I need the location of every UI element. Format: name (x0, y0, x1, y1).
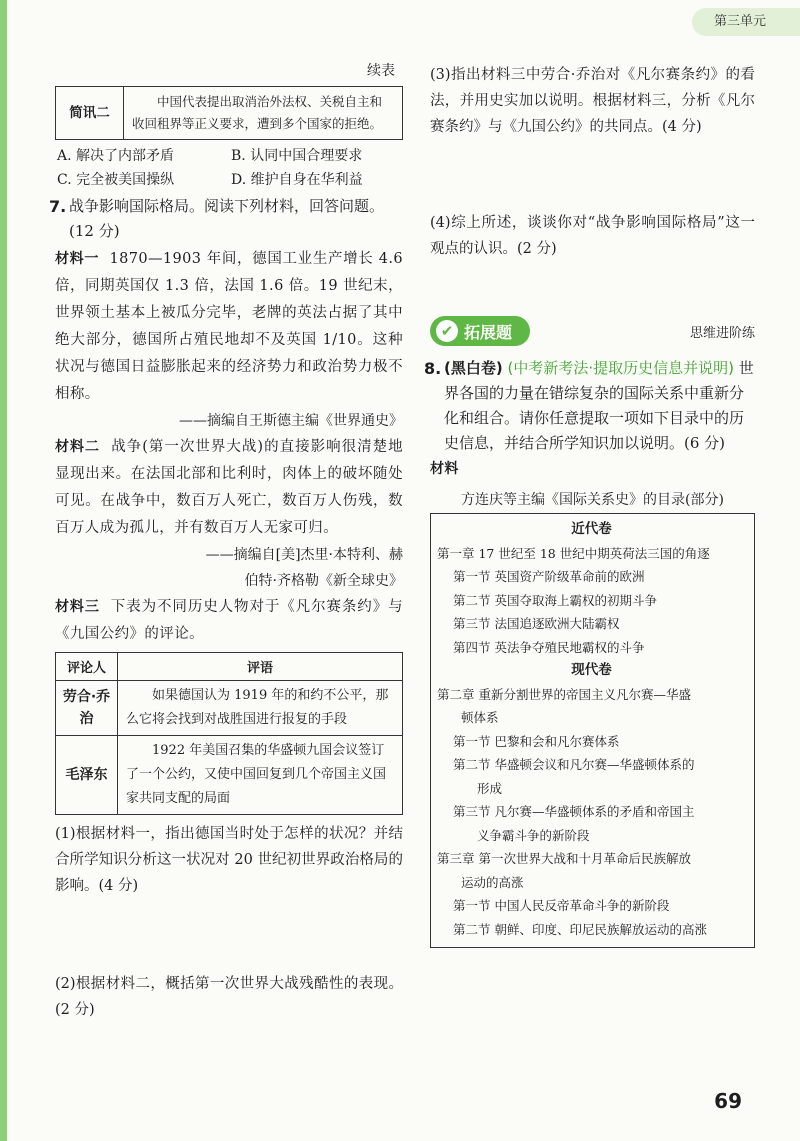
toc-chapter-3: 第三章 第一次世界大战和十月革命后民族解放 (437, 851, 691, 866)
option-b: B. 认同中国合理要求 (231, 148, 363, 164)
toc-section: 第一节 英国资产阶级革命前的欧洲 (453, 569, 645, 584)
extension-badge-label: 拓展题 (464, 322, 513, 342)
material-1-source: ——摘编自王斯德主编《世界通史》 (179, 413, 403, 429)
toc-chapter-2: 第二章 重新分割世界的帝国主义凡尔赛—华盛 (437, 686, 691, 702)
table-row (56, 736, 403, 815)
unit-tab: 第三单元 (692, 8, 800, 36)
right-column (424, 62, 755, 948)
extension-header (430, 316, 755, 346)
q8-tag-black: (黑白卷) (444, 359, 503, 377)
option-d: D. 维护自身在华利益 (231, 172, 363, 188)
col-header-comment: 评语 (118, 653, 403, 681)
extension-badge (430, 316, 530, 346)
material-1-text: 1870—1903 年间，德国工业生产增长 4.6 倍，同期英国仅 1.3 倍，法国 1.6 倍。19 世纪末，世界领土基本上被瓜分完毕，老牌的英法占据了其中绝大部分，德国所占殖民地却不及英国 1/10。这种状况与德国日益膨胀起来的经济势力和政治势力极不相称。 (55, 251, 403, 402)
material-2-source-line2: 伯特·齐格勒《新全球史》 (244, 573, 403, 589)
person-cell: 劳合·乔治 (56, 681, 118, 736)
page-number: 69 (714, 1089, 742, 1113)
jianxun-label: 简讯二 (56, 87, 124, 140)
q8-material-label (430, 456, 755, 483)
toc-volume-2: 现代卷 (571, 662, 612, 678)
option-a: A. 解决了内部矛盾 (57, 148, 175, 164)
toc-title: 方连庆等主编《国际关系史》的目录(部分) (461, 492, 724, 508)
q7-sub3: (3)指出材料三中劳合·乔治对《凡尔赛条约》的看法，并用史实加以说明。根据材料三，分析《凡尔赛条约》与《九国公约》的共同点。(4 分) (430, 67, 755, 135)
jianxun-content: 中国代表提出取消治外法权、关税自主和收回租界等正义要求，遭到多个国家的拒绝。 (124, 87, 403, 140)
toc-section: 第一节 巴黎和会和凡尔赛体系 (453, 733, 620, 749)
q8-prompt-text: 世界各国的力量在错综复杂的国际关系中重新分化和组合。请你任意提取一项如下目录中的历史信息，并结合所学知识加以说明。(6 分) (444, 359, 754, 452)
toc-section: 第四节 英法争夺殖民地霸权的斗争 (453, 639, 645, 655)
q8-number: 8. (424, 359, 442, 378)
option-c: C. 完全被美国操纵 (57, 172, 175, 188)
toc-section: 第二节 华盛顿会议和凡尔赛—华盛顿体系的 (453, 757, 695, 772)
material-2-label: 材料二 (55, 439, 101, 455)
toc-chapter-2-cont: 顿体系 (461, 710, 499, 725)
material-2-text: 战争(第一次世界大战)的直接影响很清楚地显现出来。在法国北部和比利时，肉体上的破坏随处可见。在战争中，数百万人死亡，数百万人伤残，数百万人成为孤儿，并有数百万人无家可归。 (55, 439, 404, 536)
toc-section: 第一节 中国人民反帝革命斗争的新阶段 (453, 898, 670, 913)
material-3 (55, 594, 403, 648)
col-header-person: 评论人 (56, 653, 118, 681)
q8-prompt (424, 356, 755, 456)
q7-prompt (49, 194, 403, 244)
extension-subtitle: 思维进阶练 (689, 325, 755, 341)
material-2-source-line1: ——摘编自[美]杰里·本特利、赫 (205, 547, 403, 563)
comment-cell: 1922 年美国召集的华盛顿九国会议签订了一个公约，又使中国回复到几个帝国主义国家共同支配的局面 (118, 736, 403, 815)
comment-cell: 如果德国认为 1919 年的和约不公平，那么它将会找到对战胜国进行报复的手段 (118, 681, 403, 736)
table-row (56, 681, 403, 736)
q8-tag-green: (中考新考法·提取历史信息并说明) (507, 359, 734, 377)
material-1 (55, 246, 403, 408)
material-2 (55, 434, 403, 542)
left-column (49, 60, 404, 1023)
jianxun-table (55, 86, 403, 140)
q7-number: 7. (49, 197, 67, 216)
toc-section: 第三节 法国追逐欧洲大陆霸权 (453, 616, 620, 631)
toc-section-cont: 形成 (477, 780, 503, 796)
toc-section-cont: 义争霸斗争的新阶段 (477, 827, 590, 843)
material-1-label: 材料一 (55, 251, 99, 267)
material-3-text: 下表为不同历史人物对于《凡尔赛条约》与《九国公约》的评论。 (55, 599, 404, 642)
toc-section: 第二节 英国夺取海上霸权的初期斗争 (453, 592, 657, 608)
toc-chapter-3-cont: 运动的高涨 (461, 874, 524, 890)
q7-sub4: (4)综上所述，谈谈你对“战争影响国际格局”这一观点的认识。(2 分) (430, 215, 755, 257)
q7-sub1: (1)根据材料一，指出德国当时处于怎样的状况？并结合所学知识分析这一状况对 20 世纪初世界政治格局的影响。(4 分) (55, 826, 403, 894)
continued-label: 续表 (367, 63, 395, 79)
material-3-label: 材料三 (55, 599, 100, 615)
q6-options (55, 144, 403, 192)
toc-section: 第三节 凡尔赛—华盛顿体系的矛盾和帝国主 (453, 804, 695, 819)
person-cell: 毛泽东 (56, 736, 118, 815)
check-icon: ✔ (436, 320, 458, 342)
q7-prompt-text: 战争影响国际格局。阅读下列材料，回答问题。(12 分) (69, 197, 385, 240)
toc-chapter-1: 第一章 17 世纪至 18 世纪中期英荷法三国的角逐 (437, 545, 710, 561)
toc-box (430, 513, 755, 948)
comment-table (55, 652, 403, 815)
material-label: 材料 (430, 461, 459, 477)
q7-sub2: (2)根据材料二，概括第一次世界大战残酷性的表现。(2 分) (55, 976, 403, 1018)
toc-volume-1: 近代卷 (571, 521, 612, 537)
toc-section: 第二节 朝鲜、印度、印尼民族解放运动的高涨 (453, 921, 707, 937)
